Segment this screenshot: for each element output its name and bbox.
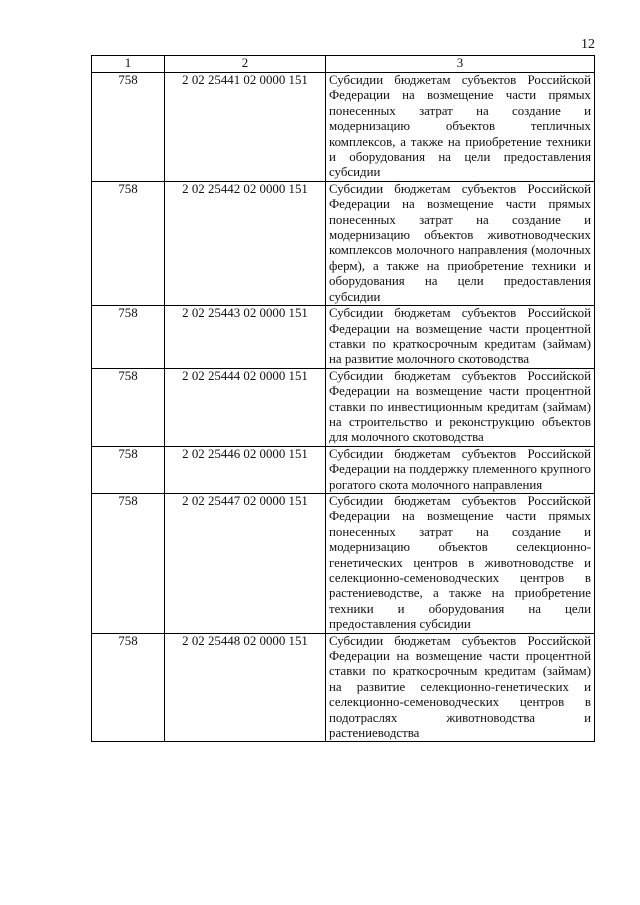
column-header-3: 3 xyxy=(326,56,595,73)
table-row xyxy=(92,633,595,742)
admin-code-cell: 758 xyxy=(92,633,165,742)
table-row xyxy=(92,306,595,369)
table-row xyxy=(92,181,595,305)
budget-classification-table xyxy=(91,55,595,742)
table-body xyxy=(92,73,595,742)
budget-code-cell: 2 02 25444 02 0000 151 xyxy=(165,368,326,446)
admin-code-cell: 758 xyxy=(92,368,165,446)
header-row xyxy=(92,56,595,73)
description-cell: Субсидии бюджетам субъектов Российской Федерации на возмещение части процентной ставки по инвестиционным кредитам (займам) на строительство и реконструкцию объектов для молочного скотоводства xyxy=(326,368,595,446)
description-cell: Субсидии бюджетам субъектов Российской Федерации на возмещение части прямых понесенных затрат на создание и модернизацию объектов тепличных комплексов, а также на приобретение техники и оборудования на цели предоставления субсидии xyxy=(326,73,595,182)
budget-code-cell: 2 02 25448 02 0000 151 xyxy=(165,633,326,742)
table-row xyxy=(92,446,595,493)
admin-code-cell: 758 xyxy=(92,493,165,633)
column-header-1: 1 xyxy=(92,56,165,73)
admin-code-cell: 758 xyxy=(92,181,165,305)
budget-code-cell: 2 02 25443 02 0000 151 xyxy=(165,306,326,369)
column-header-2: 2 xyxy=(165,56,326,73)
table-row xyxy=(92,493,595,633)
admin-code-cell: 758 xyxy=(92,306,165,369)
description-cell: Субсидии бюджетам субъектов Российской Федерации на возмещение части прямых понесенных затрат на создание и модернизацию объектов животноводческих комплексов молочного направления (молочных ферм), а также на приобретение техники и оборудования на цели предоставления субсидии xyxy=(326,181,595,305)
table-row xyxy=(92,368,595,446)
page-number: 12 xyxy=(581,37,595,52)
admin-code-cell: 758 xyxy=(92,446,165,493)
description-cell: Субсидии бюджетам субъектов Российской Федерации на поддержку племенного крупного рогатого скота молочного направления xyxy=(326,446,595,493)
budget-code-cell: 2 02 25442 02 0000 151 xyxy=(165,181,326,305)
description-cell: Субсидии бюджетам субъектов Российской Федерации на возмещение части процентной ставки по краткосрочным кредитам (займам) на развитие молочного скотоводства xyxy=(326,306,595,369)
table-row xyxy=(92,73,595,182)
budget-code-cell: 2 02 25447 02 0000 151 xyxy=(165,493,326,633)
budget-code-cell: 2 02 25441 02 0000 151 xyxy=(165,73,326,182)
admin-code-cell: 758 xyxy=(92,73,165,182)
description-cell: Субсидии бюджетам субъектов Российской Федерации на возмещение части прямых понесенных затрат на создание и модернизацию объектов селекционно-генетических центров в животноводстве и селекционно-семеноводческих центров в растениеводстве, а также на приобретение техники и оборудования на цели предоставления субсидии xyxy=(326,493,595,633)
budget-code-cell: 2 02 25446 02 0000 151 xyxy=(165,446,326,493)
table-header xyxy=(92,56,595,73)
description-cell: Субсидии бюджетам субъектов Российской Федерации на возмещение части процентной ставки по краткосрочным кредитам (займам) на развитие селекционно-генетических и селекционно-семеноводческих центров в подотраслях животноводства и растениеводства xyxy=(326,633,595,742)
